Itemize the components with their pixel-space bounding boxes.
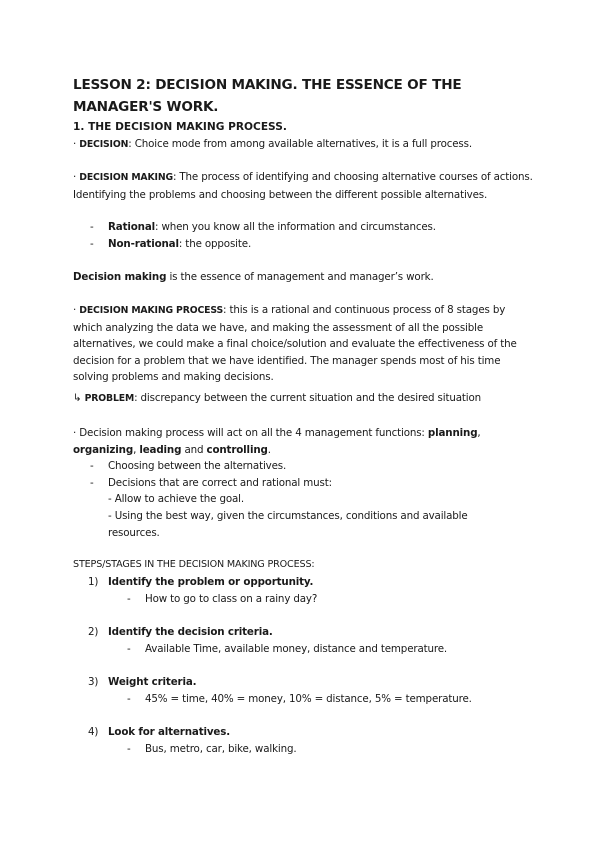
term: DECISION MAKING [79,172,173,183]
dash: - [90,238,94,250]
page-title: LESSON 2: DECISION MAKING. THE ESSENCE OF THE MANAGER'S WORK. [73,77,462,115]
list-item [90,236,251,253]
detail-text: 45% = time, 40% = money, 10% = distance, 5% = temperature. [145,693,472,705]
definition-text: : Choice mode from among available alternatives, it is a full process. [128,138,472,150]
sub-list-item: - Allow to achieve the goal. [108,493,245,505]
step-detail [127,591,317,608]
bullet: · [73,138,80,150]
definition-text: : this is a rational and continuous process of 8 stages by which analyzing the data we have, and making the assessment of all the possible alternatives, we could make a final choice/solution and evaluate the effectiveness of the decision for a problem that we have identified. The manager spends most of his time solving problems and making decisions. [73,304,517,383]
problem-definition [73,390,481,408]
list-item [90,458,286,475]
bullet: · [73,304,80,316]
statement-text: · Decision making process will act on all the 4 management functions: [73,427,428,439]
step-number: 2) [88,626,99,638]
step-number: 3) [88,676,99,688]
step-detail [127,641,447,658]
item-text: Choosing between the alternatives. [108,460,287,472]
step-item [88,574,313,591]
separator: . [267,443,271,456]
separator: , [477,427,481,439]
process-definition [73,302,533,386]
decision-making-definition [73,169,533,203]
separator: and [181,443,207,456]
step-label: Look for alternatives. [108,726,230,738]
term: PROBLEM [84,393,135,404]
essence-statement [73,269,434,286]
step-label: Identify the decision criteria. [108,626,273,638]
dash: - [90,477,94,489]
term: Decision making [73,271,167,283]
sub-list-item: - Using the best way, given the circumstances, conditions and available resources. [108,510,468,539]
term: DECISION [79,139,129,150]
bullet: · [73,171,80,183]
dash: - [90,221,94,233]
item-text: : the opposite. [178,238,252,250]
arrow-icon: ↳ [73,392,85,404]
function-leading: leading [139,443,182,456]
function-controlling: controlling [206,443,268,456]
step-detail [127,741,296,758]
functions-statement [73,425,533,458]
step-item [88,624,273,641]
item-text: : when you know all the information and circumstances. [155,221,436,233]
step-label: Weight criteria. [108,676,197,688]
separator: , [133,443,140,456]
step-item [88,724,230,741]
item-text: Decisions that are correct and rational must: [108,477,332,489]
step-detail [127,691,472,708]
dash: - [127,593,131,605]
definition-text: : discrepancy between the current situation and the desired situation [134,392,481,404]
dash: - [90,460,94,472]
detail-text: Bus, metro, car, bike, walking. [145,743,297,755]
steps-heading: STEPS/STAGES IN THE DECISION MAKING PROCESS: [73,559,315,570]
step-label: Identify the problem or opportunity. [108,576,314,588]
step-number: 4) [88,726,99,738]
statement-text: is the essence of management and manager’s work. [166,271,434,283]
dash: - [127,693,131,705]
term: DECISION MAKING PROCESS [79,305,224,316]
detail-text: Available Time, available money, distance and temperature. [145,643,448,655]
term: Rational [108,221,156,233]
definition-text: : The process of identifying and choosing alternative courses of actions. Identifying the problems and choosing between the different possible alternatives. [73,171,533,201]
term: Non-rational [108,238,179,250]
step-item [88,674,196,691]
dash: - [127,643,131,655]
list-item [90,475,332,492]
step-number: 1) [88,576,99,588]
decision-definition [73,136,472,154]
function-planning: planning [427,427,478,439]
list-item [90,219,436,236]
section-heading: 1. THE DECISION MAKING PROCESS. [73,121,287,133]
detail-text: How to go to class on a rainy day? [145,593,318,605]
dash: - [127,743,131,755]
function-organizing: organizing [73,443,134,456]
